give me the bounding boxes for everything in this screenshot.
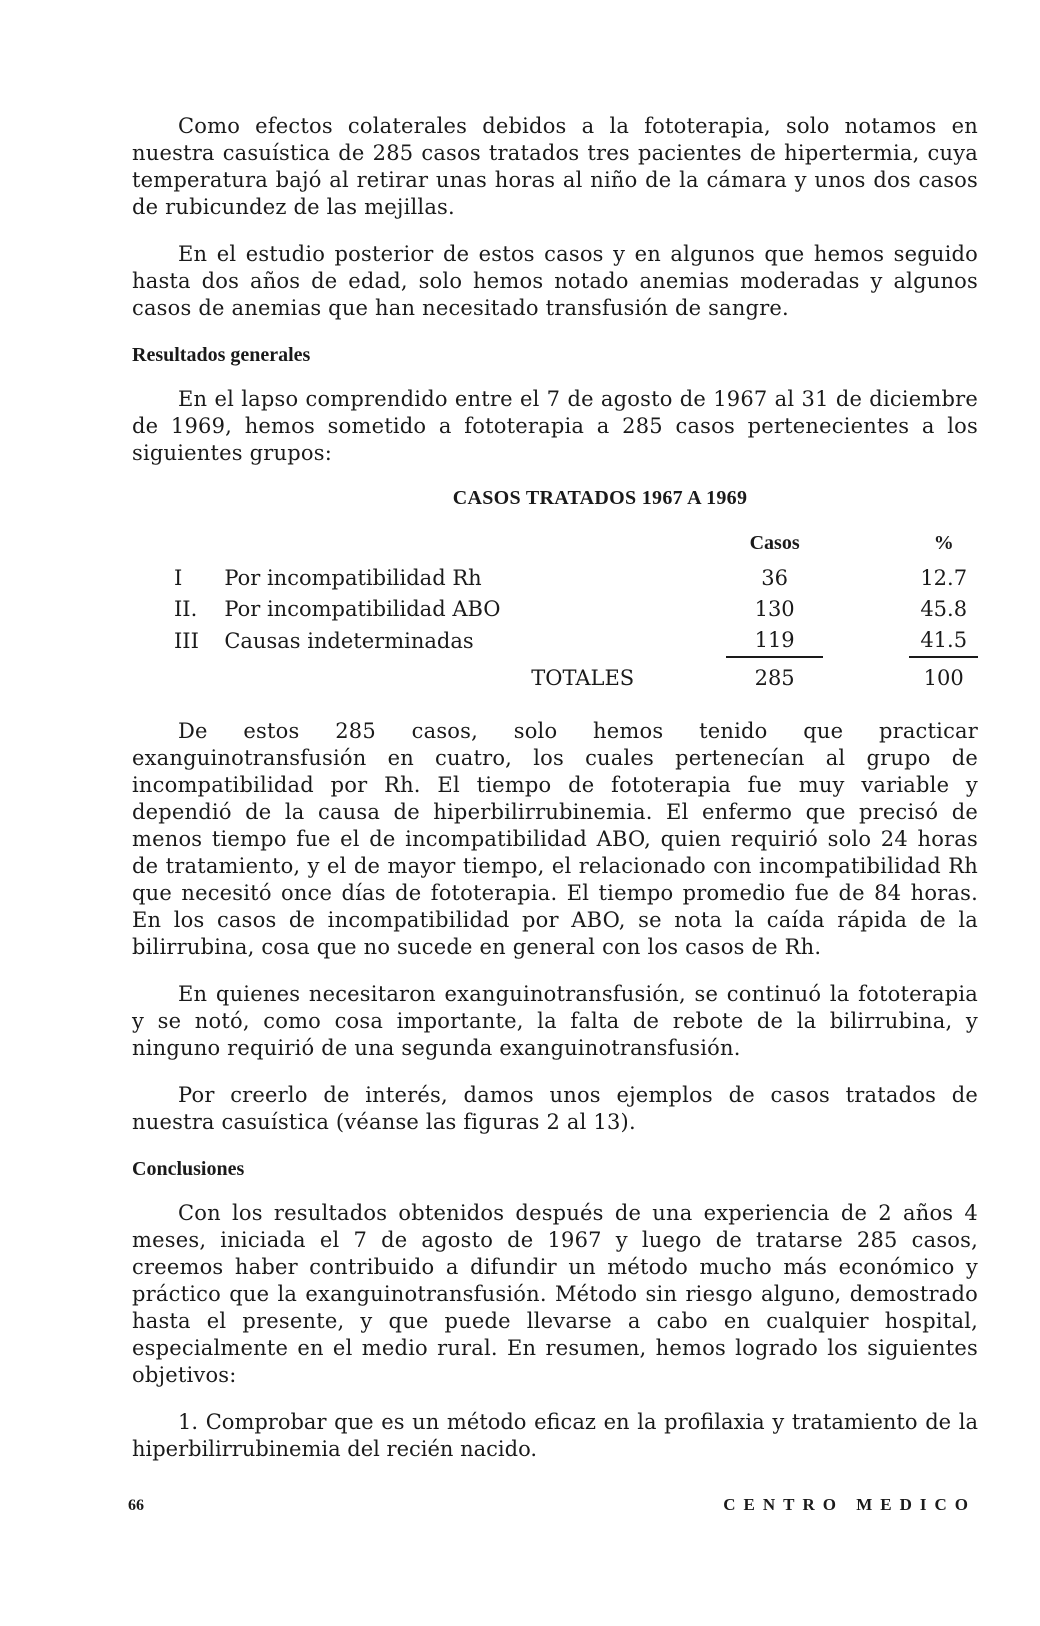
- objectives-list: [132, 1409, 978, 1463]
- table-row: [132, 563, 978, 594]
- table-row: [132, 594, 978, 625]
- table-row: [132, 625, 978, 657]
- cases-table: [132, 532, 978, 694]
- row-cases: 36: [761, 566, 788, 590]
- page-footer: [128, 1495, 976, 1515]
- row-number: I: [174, 566, 183, 590]
- row-percent: 12.7: [920, 566, 968, 590]
- row-percent: 41.5: [920, 628, 968, 652]
- total-percent: 100: [909, 657, 978, 694]
- header-cases: Casos: [749, 532, 800, 554]
- table-total-row: [132, 657, 978, 694]
- table-header-row: [132, 532, 978, 563]
- row-number: II.: [174, 597, 198, 621]
- row-cases: 119: [754, 628, 795, 652]
- header-blank: [224, 532, 726, 563]
- row-cases: 130: [754, 597, 795, 621]
- paragraph-no-rebound: En quienes necesitaron exanguinotransfusión, se continuó la fototerapia y se notó, como cosa importante, la falta de rebote de la bilirrubina, y ninguno requirió de una segunda exanguinotransfusión.: [132, 982, 978, 1060]
- row-label: Por incompatibilidad Rh: [224, 566, 482, 590]
- row-number: III: [174, 628, 199, 653]
- section-heading-results: Resultados generales: [132, 344, 311, 366]
- table-title: CASOS TRATADOS 1967 A 1969: [452, 487, 748, 509]
- list-item: 1. Comprobar que es un método eficaz en la profilaxia y tratamiento de la hiperbilirrubinemia del recién nacido.: [132, 1410, 978, 1461]
- paragraph-results-intro: En el lapso comprendido entre el 7 de agosto de 1967 al 31 de diciembre de 1969, hemos sometido a fototerapia a 285 casos pertenecientes a los siguientes grupos:: [132, 387, 978, 465]
- row-label: Por incompatibilidad ABO: [224, 597, 501, 621]
- paragraph-follow-up: En el estudio posterior de estos casos y en algunos que hemos seguido hasta dos años de edad, solo hemos notado anemias moderadas y algunos casos de anemias que han necesitado transfusión de sangre.: [132, 242, 978, 320]
- page-number: 66: [128, 1497, 144, 1514]
- total-cases: 285: [726, 657, 823, 694]
- journal-name: CENTRO MEDICO: [723, 1495, 976, 1514]
- paragraph-exchange-transfusion: De estos 285 casos, solo hemos tenido que practicar exanguinotransfusión en cuatro, los cuales pertenecían al grupo de incompatibilidad por Rh. El tiempo de fototerapia fue muy variable y dependió de la causa de hiperbilirrubinemia. El enfermo que precisó de menos tiempo fue el de incompatibilidad ABO, quien requirió solo 24 horas de tratamiento, y el de mayor tiempo, el relacionado con incompatibilidad Rh que necesitó once días de fototerapia. El tiempo promedio fue de 84 horas. En los casos de incompatibilidad por ABO, se nota la caída rápida de la bilirrubina, cosa que no sucede en general con los casos de Rh.: [132, 719, 978, 959]
- section-heading-conclusions: Conclusiones: [132, 1158, 245, 1180]
- paragraph-conclusions-intro: Con los resultados obtenidos después de una experiencia de 2 años 4 meses, iniciada el 7 de agosto de 1967 y luego de tratarse 285 casos, creemos haber contribuido a difundir un método mucho más económico y práctico que la exanguinotransfusión. Método sin riesgo alguno, demostrado hasta el presente, y que puede llevarse a cabo en cualquier hospital, especialmente en el medio rural. En resumen, hemos logrado los siguientes objetivos:: [132, 1201, 978, 1387]
- page-body: [132, 113, 978, 1463]
- header-blank: [132, 532, 224, 563]
- row-percent: 45.8: [920, 597, 968, 621]
- header-blank: [823, 532, 909, 563]
- row-label: Causas indeterminadas: [224, 628, 474, 653]
- paragraph-figures-reference: Por creerlo de interés, damos unos ejemplos de casos tratados de nuestra casuística (véanse las figuras 2 al 13).: [132, 1083, 978, 1134]
- total-label: TOTALES: [531, 665, 635, 690]
- cases-table-block: [132, 487, 978, 694]
- header-percent: %: [933, 532, 954, 554]
- paragraph-side-effects: Como efectos colaterales debidos a la fototerapia, solo notamos en nuestra casuística de 285 casos tratados tres pacientes de hipertermia, cuya temperatura bajó al retirar unas horas al niño de la cámara y unos dos casos de rubicundez de las mejillas.: [132, 114, 978, 219]
